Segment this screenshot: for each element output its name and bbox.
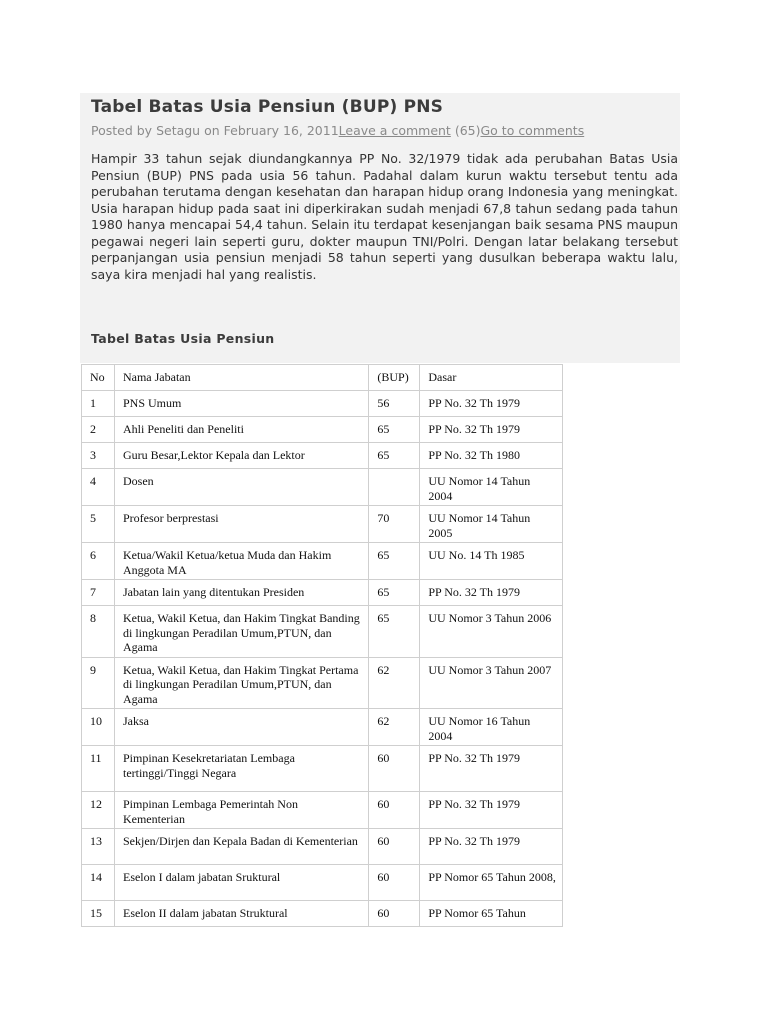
cell-no: 6	[82, 543, 115, 580]
cell-no: 10	[82, 709, 115, 746]
cell-bup: 70	[369, 506, 420, 543]
cell-dasar: PP Nomor 65 Tahun 2008,	[420, 865, 563, 901]
cell-no: 11	[82, 746, 115, 792]
cell-bup: 60	[369, 829, 420, 865]
cell-no: 9	[82, 657, 115, 709]
cell-no: 14	[82, 865, 115, 901]
cell-nama-jabatan: PNS Umum	[114, 391, 368, 417]
cell-nama-jabatan: Ketua/Wakil Ketua/ketua Muda dan Hakim Anggota MA	[114, 543, 368, 580]
table-header-row	[82, 365, 563, 391]
cell-dasar: PP No. 32 Th 1979	[420, 746, 563, 792]
cell-dasar: UU Nomor 3 Tahun 2007	[420, 657, 563, 709]
cell-dasar: PP No. 32 Th 1979	[420, 417, 563, 443]
cell-bup: 65	[369, 443, 420, 469]
cell-nama-jabatan: Guru Besar,Lektor Kepala dan Lektor	[114, 443, 368, 469]
cell-nama-jabatan: Ahli Peneliti dan Peneliti	[114, 417, 368, 443]
cell-no: 15	[82, 901, 115, 927]
cell-dasar: PP Nomor 65 Tahun	[420, 901, 563, 927]
post-date: on February 16, 2011	[200, 123, 339, 138]
cell-no: 1	[82, 391, 115, 417]
header-bup: (BUP)	[369, 365, 420, 391]
comment-count: (65)	[450, 123, 481, 138]
cell-dasar: PP No. 32 Th 1980	[420, 443, 563, 469]
table-row	[82, 865, 563, 901]
cell-bup: 65	[369, 417, 420, 443]
author-name: Setagu	[156, 123, 201, 138]
cell-bup: 65	[369, 580, 420, 606]
cell-nama-jabatan: Sekjen/Dirjen dan Kepala Badan di Kementerian	[114, 829, 368, 865]
post-title: Tabel Batas Usia Pensiun (BUP) PNS	[91, 97, 444, 117]
cell-dasar: UU Nomor 3 Tahun 2006	[420, 606, 563, 658]
cell-dasar: PP No. 32 Th 1979	[420, 829, 563, 865]
cell-dasar: PP No. 32 Th 1979	[420, 792, 563, 829]
cell-nama-jabatan: Eselon II dalam jabatan Struktural	[114, 901, 368, 927]
cell-no: 4	[82, 469, 115, 506]
cell-bup: 62	[369, 709, 420, 746]
cell-no: 12	[82, 792, 115, 829]
cell-dasar: UU Nomor 14 Tahun 2004	[420, 469, 563, 506]
header-nama-jabatan: Nama Jabatan	[114, 365, 368, 391]
cell-nama-jabatan: Ketua, Wakil Ketua, dan Hakim Tingkat Banding di lingkungan Peradilan Umum,PTUN, dan Agama	[114, 606, 368, 658]
cell-nama-jabatan: Pimpinan Kesekretariatan Lembaga tertinggi/Tinggi Negara	[114, 746, 368, 792]
cell-nama-jabatan: Jabatan lain yang ditentukan Presiden	[114, 580, 368, 606]
table-row	[82, 443, 563, 469]
table-row	[82, 506, 563, 543]
cell-bup: 60	[369, 792, 420, 829]
cell-nama-jabatan: Profesor berprestasi	[114, 506, 368, 543]
cell-no: 5	[82, 506, 115, 543]
cell-nama-jabatan: Dosen	[114, 469, 368, 506]
cell-nama-jabatan: Pimpinan Lembaga Pemerintah Non Kementerian	[114, 792, 368, 829]
retirement-age-table	[81, 364, 563, 927]
cell-dasar: PP No. 32 Th 1979	[420, 580, 563, 606]
table-row	[82, 606, 563, 658]
cell-nama-jabatan: Eselon I dalam jabatan Sruktural	[114, 865, 368, 901]
table-heading: Tabel Batas Usia Pensiun	[91, 331, 275, 346]
cell-no: 3	[82, 443, 115, 469]
cell-bup: 60	[369, 901, 420, 927]
leave-comment-link[interactable]: Leave a comment	[338, 123, 451, 138]
table-row	[82, 417, 563, 443]
cell-nama-jabatan: Ketua, Wakil Ketua, dan Hakim Tingkat Pertama di lingkungan Peradilan Umum,PTUN, dan Agama	[114, 657, 368, 709]
header-no: No	[82, 365, 115, 391]
cell-dasar: PP No. 32 Th 1979	[420, 391, 563, 417]
cell-bup: 65	[369, 543, 420, 580]
table-row	[82, 746, 563, 792]
table-row	[82, 543, 563, 580]
cell-no: 13	[82, 829, 115, 865]
cell-no: 2	[82, 417, 115, 443]
intro-paragraph: Hampir 33 tahun sejak diundangkannya PP No. 32/1979 tidak ada perubahan Batas Usia Pensiun (BUP) PNS pada usia 56 tahun. Padahal dalam kurun waktu tersebut tentu ada perubahan terutama dengan kesehatan dan harapan hidup orang Indonesia yang meningkat. Usia harapan hidup pada saat ini diperkirakan sudah menjadi 67,8 tahun sedang pada tahun 1980 hanya mencapai 54,4 tahun. Selain itu terdapat kesenjangan baik sesama PNS maupun pegawai negeri lain seperti guru, dokter maupun TNI/Polri. Dengan latar belakang tersebut perpanjangan usia pensiun menjadi 58 tahun seperti yang dusulkan beberapa waktu lalu, saya kira menjadi hal yang realistis.	[91, 151, 678, 282]
table-row	[82, 792, 563, 829]
cell-bup	[369, 469, 420, 506]
header-dasar: Dasar	[420, 365, 563, 391]
post-meta	[91, 123, 584, 138]
table-row	[82, 709, 563, 746]
posted-by-label: Posted by	[91, 123, 157, 138]
table-row	[82, 580, 563, 606]
cell-bup: 62	[369, 657, 420, 709]
table-row	[82, 391, 563, 417]
cell-bup: 65	[369, 606, 420, 658]
cell-bup: 56	[369, 391, 420, 417]
table-row	[82, 657, 563, 709]
cell-nama-jabatan: Jaksa	[114, 709, 368, 746]
cell-dasar: UU Nomor 14 Tahun 2005	[420, 506, 563, 543]
cell-no: 8	[82, 606, 115, 658]
table-row	[82, 829, 563, 865]
cell-dasar: UU No. 14 Th 1985	[420, 543, 563, 580]
cell-no: 7	[82, 580, 115, 606]
cell-bup: 60	[369, 865, 420, 901]
cell-bup: 60	[369, 746, 420, 792]
go-to-comments-link[interactable]: Go to comments	[480, 123, 585, 138]
cell-dasar: UU Nomor 16 Tahun 2004	[420, 709, 563, 746]
table-row	[82, 469, 563, 506]
table-row	[82, 901, 563, 927]
